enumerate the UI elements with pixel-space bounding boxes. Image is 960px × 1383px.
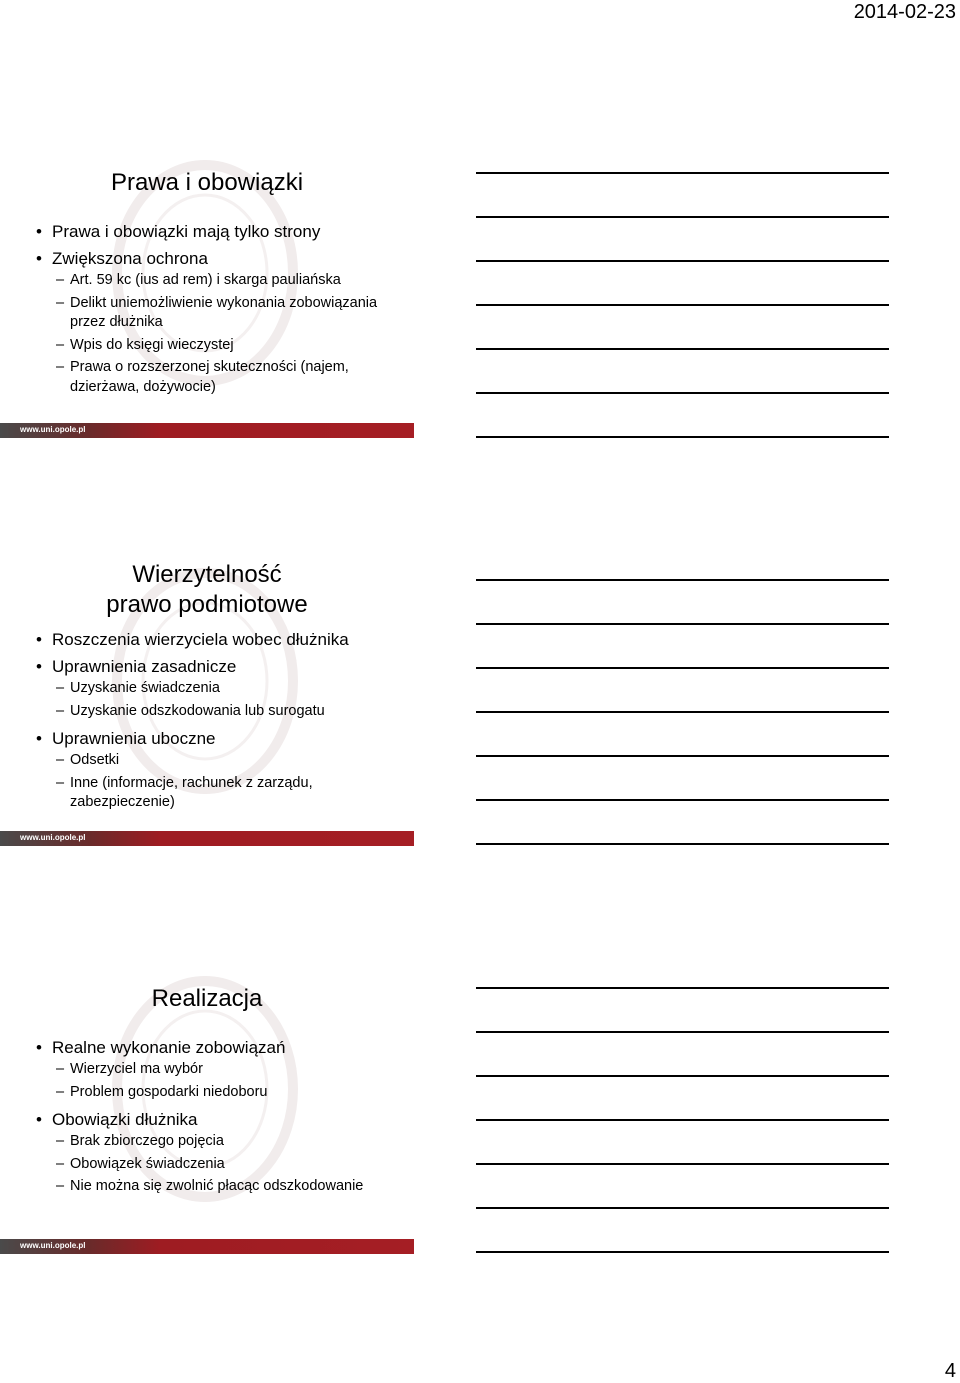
sub-bullet-item: – Wpis do księgi wieczystej	[0, 336, 414, 356]
footer-url: www.uni.opole.pl	[20, 1241, 86, 1250]
slide-2-content	[0, 622, 414, 813]
slide-2-title-line: prawo podmiotowe	[106, 591, 308, 618]
page-date: 2014-02-23	[853, 1, 956, 23]
sub-bullet-item: – Nie można się zwolnić płacąc odszkodowanie	[0, 1177, 414, 1197]
slide-footer-bar	[0, 423, 414, 438]
note-line	[476, 1075, 889, 1077]
sub-bullet-item: – Inne (informacje, rachunek z zarządu, zabezpieczenie)	[0, 774, 414, 813]
sub-bullet-item: – Uzyskanie świadczenia	[0, 679, 414, 699]
page-number: 4	[944, 1360, 956, 1382]
sub-bullet-item: – Brak zbiorczego pojęcia	[0, 1132, 414, 1152]
note-line	[476, 755, 889, 757]
slide-3-content	[0, 1030, 414, 1197]
sub-bullet-item: – Obowiązek świadczenia	[0, 1155, 414, 1175]
note-line	[476, 172, 889, 174]
bullet-item: • Realne wykonanie zobowiązań	[0, 1038, 414, 1057]
sub-bullet-item: – Art. 59 kc (ius ad rem) i skarga pauliańska	[0, 271, 414, 291]
note-line	[476, 260, 889, 262]
notes-lines-2	[476, 579, 889, 887]
bullet-item: • Prawa i obowiązki mają tylko strony	[0, 222, 414, 241]
sub-bullet-item: – Wierzyciel ma wybór	[0, 1060, 414, 1080]
slide-1-title-line: Prawa i obowiązki	[110, 169, 304, 196]
note-line	[476, 348, 889, 350]
note-line	[476, 711, 889, 713]
slide-1	[0, 138, 414, 438]
note-line	[476, 1119, 889, 1121]
note-line	[476, 987, 889, 989]
bullet-item: • Uprawnienia zasadnicze	[0, 657, 414, 676]
bullet-item: • Zwiększona ochrona	[0, 249, 414, 268]
slide-3-title-line: Realizacja	[151, 985, 263, 1012]
note-line	[476, 216, 889, 218]
slide-1-content	[0, 214, 414, 397]
bullet-item: • Roszczenia wierzyciela wobec dłużnika	[0, 630, 414, 649]
note-line	[476, 392, 889, 394]
sub-bullet-item: – Prawa o rozszerzonej skuteczności (najem, dzierżawa, dożywocie)	[0, 358, 414, 397]
slide-2-title-line: Wierzytelność	[132, 561, 282, 588]
slide-footer-bar	[0, 1239, 414, 1254]
note-line	[476, 623, 889, 625]
note-line	[476, 1163, 889, 1165]
note-line	[476, 799, 889, 801]
sub-bullet-item: – Uzyskanie odszkodowania lub surogatu	[0, 702, 414, 722]
notes-lines-3	[476, 987, 889, 1295]
note-line	[476, 1207, 889, 1209]
slide-footer-bar	[0, 831, 414, 846]
slide-1-title	[0, 168, 414, 198]
slide-2-title	[0, 560, 414, 620]
note-line	[476, 579, 889, 581]
sub-bullet-item: – Delikt uniemożliwienie wykonania zobowiązania przez dłużnika	[0, 294, 414, 333]
bullet-item: • Uprawnienia uboczne	[0, 729, 414, 748]
note-line	[476, 436, 889, 438]
footer-url: www.uni.opole.pl	[20, 425, 86, 434]
slide-3-title	[0, 984, 414, 1014]
bullet-item: • Obowiązki dłużnika	[0, 1110, 414, 1129]
sub-bullet-item: – Odsetki	[0, 751, 414, 771]
footer-url: www.uni.opole.pl	[20, 833, 86, 842]
note-line	[476, 304, 889, 306]
note-line	[476, 843, 889, 845]
notes-lines-1	[476, 172, 889, 480]
slide-3	[0, 954, 414, 1254]
slide-2	[0, 546, 414, 846]
note-line	[476, 1031, 889, 1033]
note-line	[476, 667, 889, 669]
sub-bullet-item: – Problem gospodarki niedoboru	[0, 1083, 414, 1103]
note-line	[476, 1251, 889, 1253]
